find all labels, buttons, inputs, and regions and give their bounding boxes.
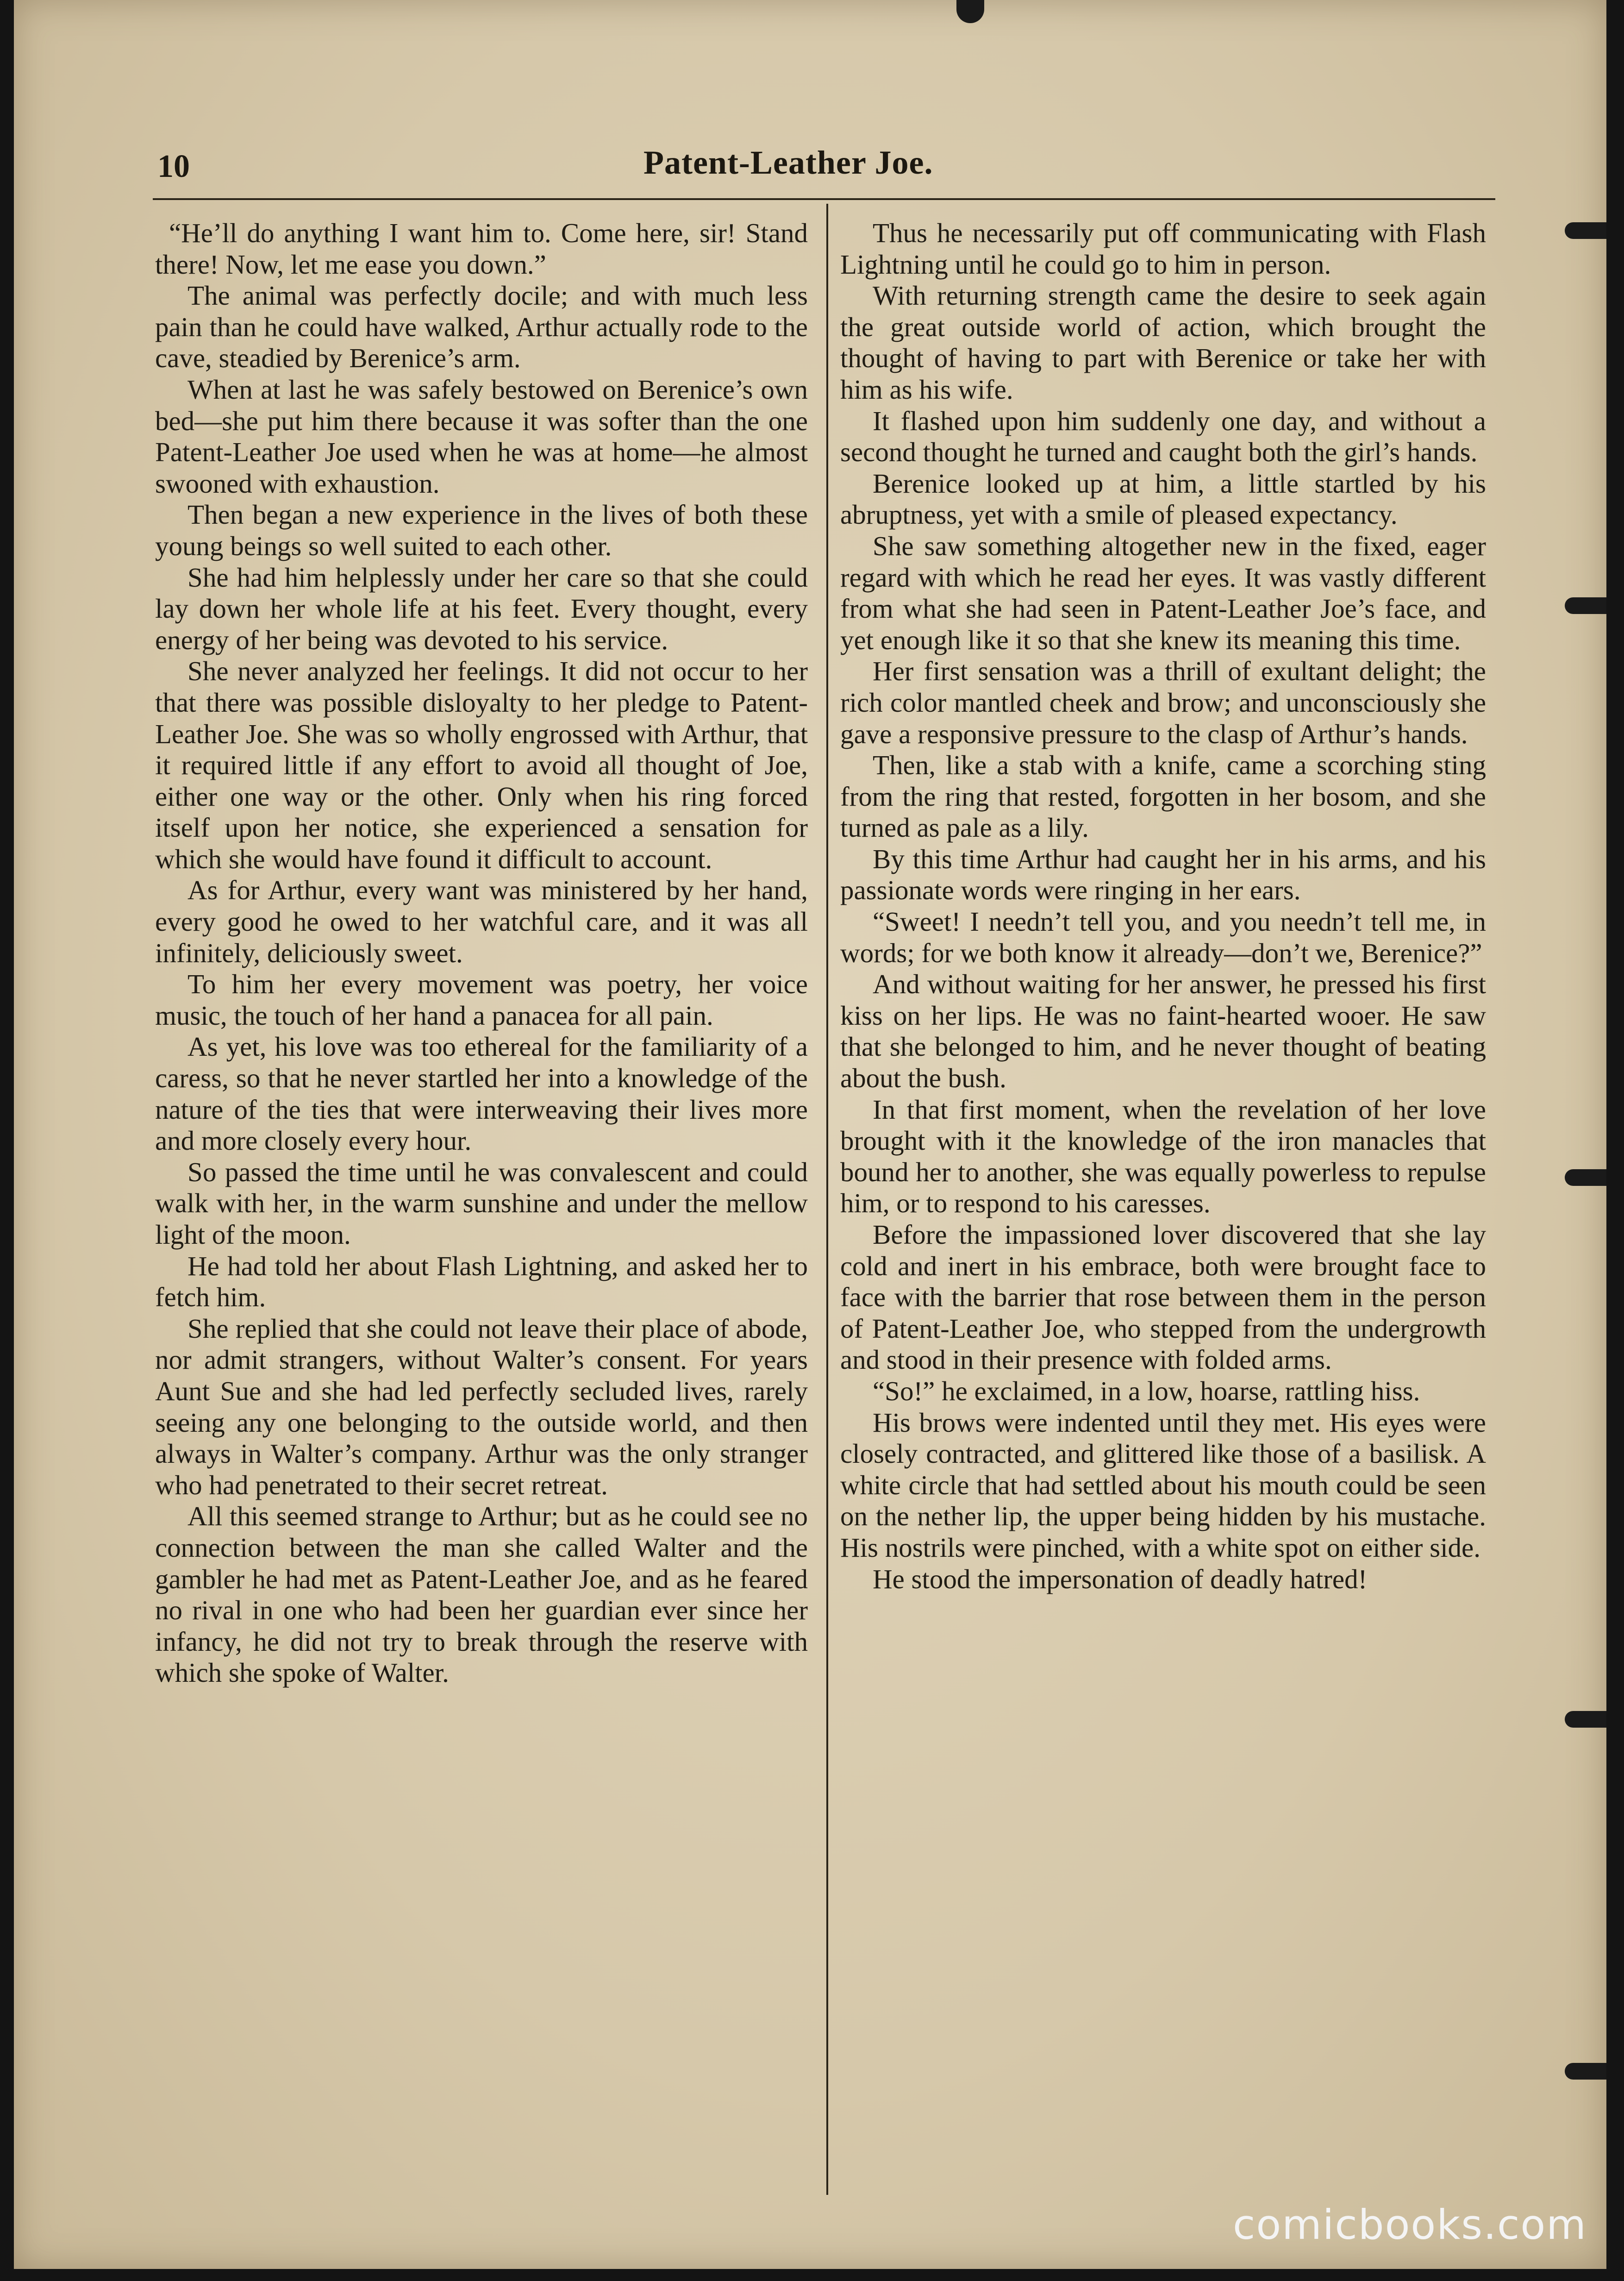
paragraph: It flashed upon him suddenly one day, and without a second thought he turned and caught both the girl’s hands. [840, 405, 1486, 468]
paragraph: As yet, his love was too ethereal for the familiarity of a caress, so that he never startled her into a knowledge of the nature of the ties that were interweaving their lives more and more closely every hour. [155, 1031, 808, 1156]
paragraph: Berenice looked up at him, a little startled by his abruptness, yet with a smile of pleased expectancy. [840, 468, 1486, 530]
paragraph: She saw something altogether new in the fixed, eager regard with which he read her eyes. It was vastly different from what she had seen in Patent-Leather Joe’s face, and yet enough like it so that she knew its meaning this time. [840, 530, 1486, 655]
paragraph: To him her every movement was poetry, her voice music, the touch of her hand a panacea for all pain. [155, 969, 808, 1031]
paragraph: The animal was perfectly docile; and with much less pain than he could have walked, Arthur actually rode to the cave, steadied by Berenice’s arm. [155, 280, 808, 374]
right-column [840, 218, 1486, 2209]
paragraph: All this seemed strange to Arthur; but as he could see no connection between the man she called Walter and the gambler he had met as Patent-Leather Joe, and as he feared no rival in one who had been her guardian ever since her infancy, he did not try to break through the reserve with which she spoke of Walter. [155, 1501, 808, 1688]
spine-stitch-mark [956, 0, 984, 23]
paragraph: As for Arthur, every want was ministered by her hand, every good he owed to her watchful care, and it was all infinitely, deliciously sweet. [155, 875, 808, 968]
site-watermark: comicbooks.com [1232, 2201, 1587, 2249]
paragraph: In that first moment, when the revelation of her love brought with it the knowledge of the iron manacles that bound her to another, she was equally powerless to repulse him, or to respond to his caresses. [840, 1094, 1486, 1219]
paragraph: She replied that she could not leave their place of abode, nor admit strangers, without Walter’s consent. For years Aunt Sue and she had led perfectly secluded lives, rarely seeing any one belonging to the outside world, and then always in Walter’s company. Arthur was the only stranger who had penetrated to their secret retreat. [155, 1313, 808, 1500]
binding-mark [1565, 597, 1606, 614]
paragraph: Then, like a stab with a knife, came a scorching sting from the ring that rested, forgotten in her bosom, and she turned as pale as a lily. [840, 750, 1486, 843]
page-header [153, 144, 1495, 194]
header-rule [153, 198, 1495, 200]
page-number: 10 [157, 149, 190, 184]
paragraph: His brows were indented until they met. His eyes were closely contracted, and glittered like those of a basilisk. A white circle that had settled about his mouth could be seen on the nether lip, the upper being hidden by his mustache. His nostrils were pinched, with a white spot on either side. [840, 1407, 1486, 1563]
magazine-page [14, 0, 1606, 2269]
paragraph: With returning strength came the desire to seek again the great outside world of action, which brought the thought of having to part with Berenice or take her with him as his wife. [840, 280, 1486, 405]
paragraph: “So!” he exclaimed, in a low, hoarse, rattling hiss. [873, 1375, 1420, 1406]
paragraph: He stood the impersonation of deadly hatred! [873, 1563, 1368, 1594]
paragraph: And without waiting for her answer, he pressed his first kiss on her lips. He was no faint-hearted wooer. He saw that she belonged to him, and he never thought of beating about the bush. [840, 969, 1486, 1094]
column-divider [826, 204, 828, 2195]
paragraph: By this time Arthur had caught her in his arms, and his passionate words were ringing in her ears. [840, 843, 1486, 906]
paragraph: She never analyzed her feelings. It did not occur to her that there was possible disloyalty to her pledge to Patent-Leather Joe. She was so wholly engrossed with Arthur, that it required little if any effort to avoid all thought of Joe, either one way or the other. Only when his ring forced itself upon her notice, she experienced a sensation for which she would have found it difficult to account. [155, 656, 808, 874]
paragraph: Then began a new experience in the lives of both these young beings so well suited to each other. [155, 499, 808, 561]
running-title: Patent-Leather Joe. [643, 144, 933, 181]
paragraph: Before the impassioned lover discovered that she lay cold and inert in his embrace, both were brought face to face with the barrier that rose between them in the person of Patent-Leather Joe, who stepped from the undergrowth and stood in their presence with folded arms. [840, 1219, 1486, 1375]
binding-mark [1565, 2063, 1606, 2080]
left-column [155, 218, 808, 2209]
binding-mark [1565, 1711, 1606, 1728]
paragraph: “He’ll do anything I want him to. Come here, sir! Stand there! Now, let me ease you down.” [155, 218, 808, 280]
paragraph: Her first sensation was a thrill of exultant delight; the rich color mantled cheek and brow; and unconsciously she gave a responsive pressure to the clasp of Arthur’s hands. [840, 656, 1486, 749]
paragraph: She had him helplessly under her care so that she could lay down her whole life at his feet. Every thought, every energy of her being was devoted to his service. [155, 562, 808, 655]
paragraph: “Sweet! I needn’t tell you, and you needn’t tell me, in words; for we both know it already—don’t we, Berenice?” [840, 906, 1486, 968]
binding-mark [1565, 1169, 1606, 1186]
paragraph: Thus he necessarily put off communicating with Flash Lightning until he could go to him in person. [840, 218, 1486, 280]
binding-mark [1565, 222, 1606, 239]
paragraph: He had told her about Flash Lightning, and asked her to fetch him. [155, 1250, 808, 1313]
paragraph: When at last he was safely bestowed on Berenice’s own bed—she put him there because it was softer than the one Patent-Leather Joe used when he was at home—he almost swooned with exhaustion. [155, 374, 808, 499]
paragraph: So passed the time until he was convalescent and could walk with her, in the warm sunshine and under the mellow light of the moon. [155, 1156, 808, 1250]
